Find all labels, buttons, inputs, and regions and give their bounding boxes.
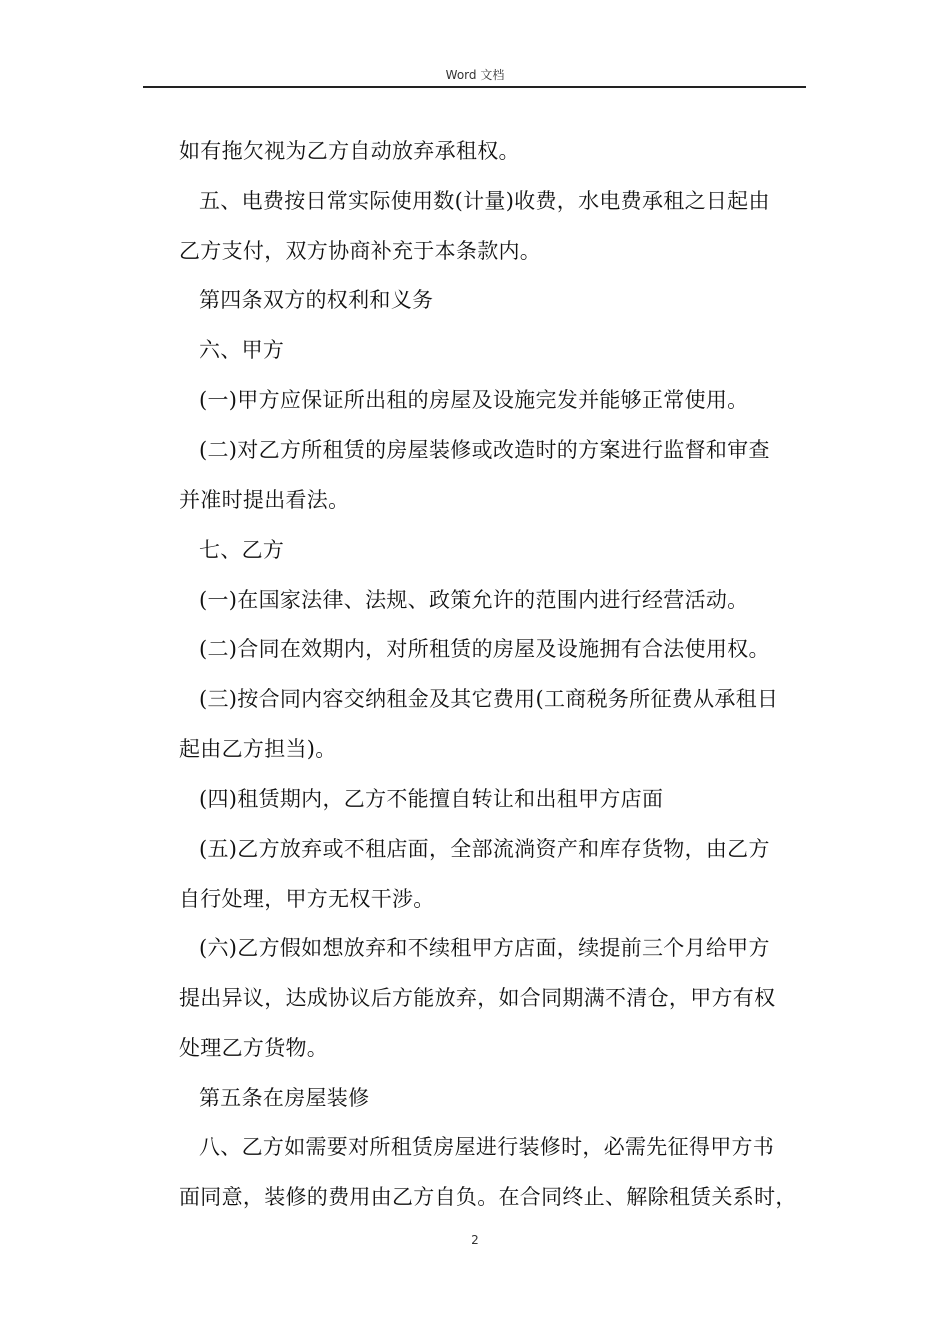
section-heading: 第四条双方的权利和义务 [199, 288, 434, 312]
paragraph-line: 面同意，装修的费用由乙方自负。在合同终止、解除租赁关系时， [179, 1185, 797, 1209]
paragraph-line: (六)乙方假如想放弃和不续租甲方店面，续提前三个月给甲方 [199, 936, 770, 960]
paragraph-line: (三)按合同内容交纳租金及其它费用(工商税务所征费从承租日 [199, 687, 779, 711]
paragraph-line: (二)合同在效期内，对所租赁的房屋及设施拥有合法使用权。 [199, 637, 770, 661]
paragraph-line: 七、乙方 [199, 538, 285, 562]
paragraph-line: (二)对乙方所租赁的房屋装修或改造时的方案进行监督和审查 [199, 438, 770, 462]
paragraph-line: 乙方支付，双方协商补充于本条款内。 [179, 239, 542, 263]
paragraph-line: (一)在国家法律、法规、政策允许的范围内进行经营活动。 [199, 588, 749, 612]
paragraph-line: 八、乙方如需要对所租赁房屋进行装修时，必需先征得甲方书 [199, 1135, 775, 1159]
header-rule [143, 86, 806, 88]
page-header: Word 文档 [445, 68, 505, 82]
paragraph-line: (一)甲方应保证所出租的房屋及设施完发并能够正常使用。 [199, 388, 749, 412]
page-number: 2 [471, 1233, 479, 1247]
section-heading: 第五条在房屋装修 [199, 1086, 370, 1110]
paragraph-line: 提出异议，达成协议后方能放弃，如合同期满不清仓，甲方有权 [179, 986, 776, 1010]
paragraph-line: 自行处理，甲方无权干涉。 [179, 887, 435, 911]
paragraph-line: (四)租赁期内，乙方不能擅自转让和出租甲方店面 [199, 787, 664, 811]
paragraph-line: 并准时提出看法。 [179, 488, 350, 512]
paragraph-line: 五、电费按日常实际使用数(计量)收费，水电费承租之日起由 [199, 189, 770, 213]
paragraph-line: 起由乙方担当)。 [179, 737, 337, 761]
paragraph-line: 处理乙方货物。 [179, 1036, 329, 1060]
paragraph-line: (五)乙方放弃或不租店面，全部流淌资产和库存货物，由乙方 [199, 837, 770, 861]
paragraph-line: 如有拖欠视为乙方自动放弃承租权。 [179, 139, 520, 163]
paragraph-line: 六、甲方 [199, 338, 285, 362]
